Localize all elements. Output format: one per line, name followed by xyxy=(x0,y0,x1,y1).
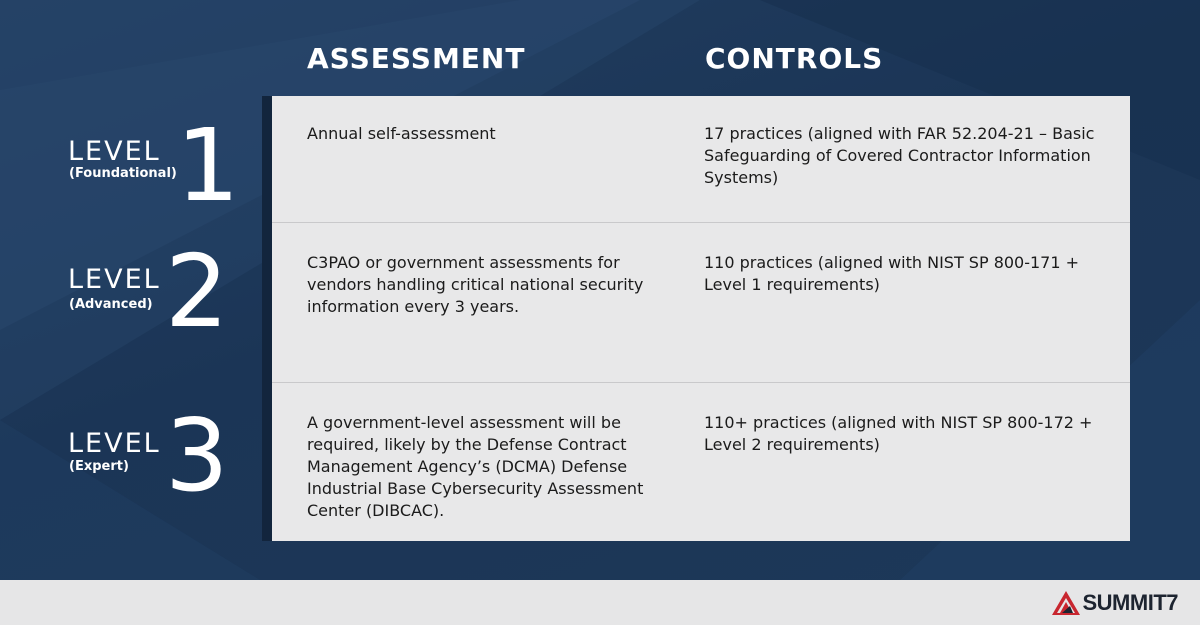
table-row xyxy=(272,96,1130,223)
level-subtitle: (Foundational) xyxy=(69,166,177,181)
controls-cell: 17 practices (aligned with FAR 52.204-21 – Basic Safeguarding of Covered Contractor Information Systems) xyxy=(704,124,1095,187)
level-word: LEVEL xyxy=(68,428,161,459)
level-word: LEVEL xyxy=(68,136,161,167)
level-number: 3 xyxy=(165,397,229,514)
controls-cell: 110 practices (aligned with NIST SP 800-171 + Level 1 requirements) xyxy=(704,253,1080,294)
summit7-mountain-logo-icon xyxy=(1051,590,1081,616)
level-number: 2 xyxy=(165,233,229,350)
assessment-cell: Annual self-assessment xyxy=(307,124,496,143)
table-row xyxy=(272,383,1130,541)
controls-column-header: CONTROLS xyxy=(705,42,884,75)
level-number: 1 xyxy=(176,107,240,224)
level-subtitle: (Expert) xyxy=(69,459,129,474)
levels-table xyxy=(272,96,1130,541)
logo-text: SUMMIT7 xyxy=(1082,590,1178,615)
summit7-logo xyxy=(1051,590,1179,616)
level-1-label xyxy=(68,107,248,224)
table-accent-bar xyxy=(262,96,272,541)
assessment-cell: C3PAO or government assessments for vendors handling critical national security information every 3 years. xyxy=(307,253,644,316)
table-row xyxy=(272,223,1130,383)
level-word: LEVEL xyxy=(68,264,161,295)
assessment-cell: A government-level assessment will be required, likely by the Defense Contract Management Agency’s (DCMA) Defense Industrial Base Cybersecurity Assessment Center (DIBCAC). xyxy=(307,413,644,520)
level-3-label xyxy=(68,397,248,514)
assessment-column-header: ASSESSMENT xyxy=(307,42,526,75)
level-subtitle: (Advanced) xyxy=(69,297,153,312)
footer-bar xyxy=(0,580,1200,625)
level-2-label xyxy=(68,233,248,350)
controls-cell: 110+ practices (aligned with NIST SP 800-172 + Level 2 requirements) xyxy=(704,413,1093,454)
